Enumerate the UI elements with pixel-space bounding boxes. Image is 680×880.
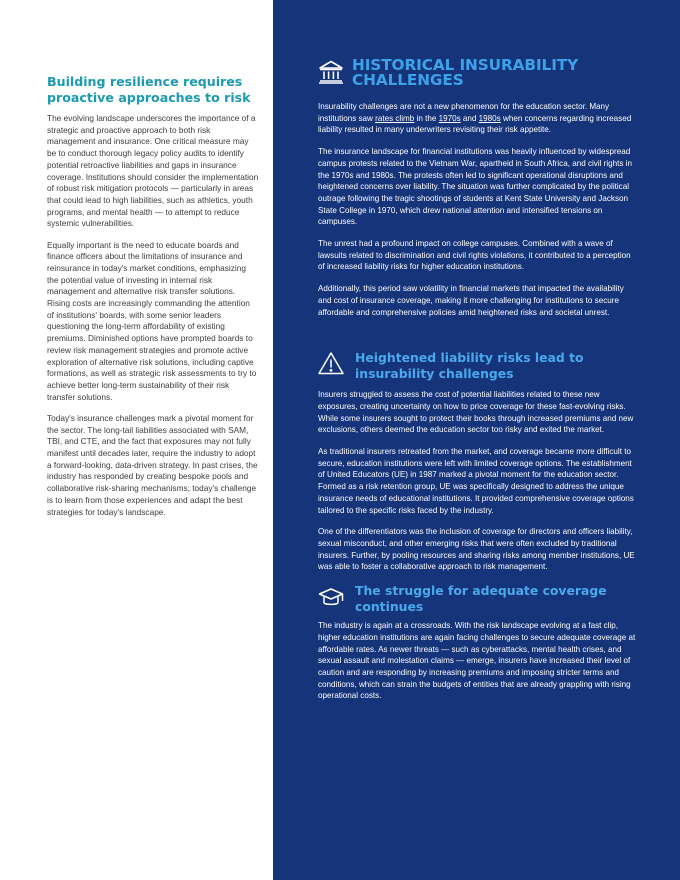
struggle-title-line-2: continues bbox=[355, 599, 424, 615]
graduation-cap-icon bbox=[318, 586, 344, 610]
historical-title bbox=[352, 58, 578, 88]
right-content bbox=[318, 58, 636, 712]
left-paragraph-3: Today's insurance challenges mark a pivotal moment for the sector. The long-tail liabilities associated with SAM, TBI, and CTE, and the fact that exposures may not fully manifest until decades later, require the industry to adopt a forward-looking, data-driven strategy. In past crises, the industry has responded by creating bespoke pools and collaborative risk-sharing mechanisms; today's challenge is to learn from those experiences and adapt the best strategies for today's landscape. bbox=[47, 412, 258, 517]
liability-title-line-1: Heightened liability risks lead to bbox=[355, 350, 584, 366]
liability-header bbox=[318, 350, 636, 382]
warning-icon bbox=[318, 351, 344, 375]
liability-paragraph-2: As traditional insurers retreated from the market, and coverage became more difficult to secure, education institutions were left with limited coverage options. The establishment of United Educators (UE) in 1987 marked a pivotal moment for the education sector. Formed as a risk retention group, UE was specifically designed to address the unique insurance needs of educational institutions. It provided comprehensive coverage options tailored to the specific risks faced by the industry. bbox=[318, 447, 634, 515]
struggle-title bbox=[355, 583, 607, 615]
rates-climb-link[interactable]: rates climb bbox=[375, 113, 415, 123]
liability-title bbox=[355, 350, 584, 382]
1970s-link[interactable]: 1970s bbox=[438, 113, 461, 123]
left-heading: Building resilience requires proactive approaches to risk bbox=[47, 74, 251, 105]
liability-paragraph-3: One of the differentiators was the inclusion of coverage for directors and officers liability, sexual misconduct, and other emerging risks that were often excluded by traditional insurers. Further, by pooling resources and sharing risks among member institutions, UE was able to foster a collaborative approach to risk management. bbox=[318, 527, 635, 572]
left-paragraph-2: Equally important is the need to educate boards and finance officers about the limitations of insurance and reinsurance in today's market conditions, emphasizing the potential value of investing in internal risk management and alternative risk transfer solutions. Rising costs are increasingly commanding the attention of institutions' boards, with some senior leaders questioning the long-term affordability of existing premiums. Diminished options have prompted boards to review risk management strategies and promote active exploration of alternative risk solutions, including captive formations, as well as strategic risk assessments to try to achieve better long-term sustainability of their risk transfer solutions. bbox=[47, 239, 257, 402]
historical-title-line-2: CHALLENGES bbox=[352, 71, 464, 89]
historical-p1-text-a: Insurability challenges are not a new phenomenon for the education sector. Many institutions saw bbox=[318, 102, 610, 123]
liability-title-line-2: insurability challenges bbox=[355, 366, 514, 382]
historical-paragraph-4: Additionally, this period saw volatility in financial markets that impacted the availability and cost of insurance coverage, making it more challenging for institutions to secure affordable and comprehensive policies amid heightened risks and societal unrest. bbox=[318, 284, 624, 317]
historical-title-line-1: HISTORICAL INSURABILITY bbox=[352, 56, 579, 74]
struggle-header bbox=[318, 583, 636, 615]
historical-p1-text-b: in the bbox=[414, 113, 439, 123]
struggle-paragraph-1: The industry is again at a crossroads. With the risk landscape evolving at a fast clip, higher education institutions are again facing challenges to secure adequate coverage at affordable rates. As newer threats — such as cyberattacks, mental health crises, and sexual assault and molestation claims — emerge, insurers have increased their level of caution and are responding by increasing premiums and imposing stricter terms and conditions, which can strain the budgets of entities that are already grappling with rising operational costs. bbox=[318, 621, 636, 701]
struggle-title-line-1: The struggle for adequate coverage bbox=[355, 583, 607, 599]
historical-paragraph-1 bbox=[318, 101, 636, 136]
historical-p1-text-c: and bbox=[460, 113, 479, 123]
left-column bbox=[47, 74, 259, 528]
liability-paragraph-1: Insurers struggled to assess the cost of potential liabilities related to these new exposures, creating uncertainty on how to price coverage for these fast-evolving risks. While some insurers sought to protect their books through increased premiums and new exclusions, others deemed the education sector too risky and exited the market. bbox=[318, 390, 634, 435]
historical-p1-text-d: when concerns regarding increased liability resulted in many underwriters revisiting their risk appetite. bbox=[318, 113, 632, 135]
historical-header bbox=[318, 58, 636, 88]
historical-paragraph-3: The unrest had a profound impact on college campuses. Combined with a wave of lawsuits related to discrimination and civil rights violations, it contributed to a perception of increased liability risks for higher education institutions. bbox=[318, 239, 631, 272]
right-panel bbox=[273, 0, 680, 880]
historical-paragraph-2: The insurance landscape for financial institutions was heavily influenced by widespread campus protests related to the Vietnam War, apartheid in South Africa, and civil rights in the 1970s and 1980s. The protests often led to significant operational disruptions and heightened concerns over liability. The situation was further complicated by the political outrage following the tragic shootings of students at Kent State University and Jackson State College in 1970, which drew national attention and intensified tensions on campuses. bbox=[318, 147, 633, 227]
left-paragraph-1: The evolving landscape underscores the importance of a strategic and proactive approach to both risk management and insurance. One critical measure may be to conduct thorough legacy policy audits to identify potential retroactive liabilities and gaps in insurance coverage. Institutions should consider the implementation of robust risk mitigation protocols — particularly in areas that could lead to high liabilities, such as athletics, youth programs, and mental health — to attempt to reduce systemic vulnerabilities. bbox=[47, 113, 259, 229]
1980s-link[interactable]: 1980s bbox=[478, 113, 501, 123]
institution-icon bbox=[318, 60, 344, 84]
